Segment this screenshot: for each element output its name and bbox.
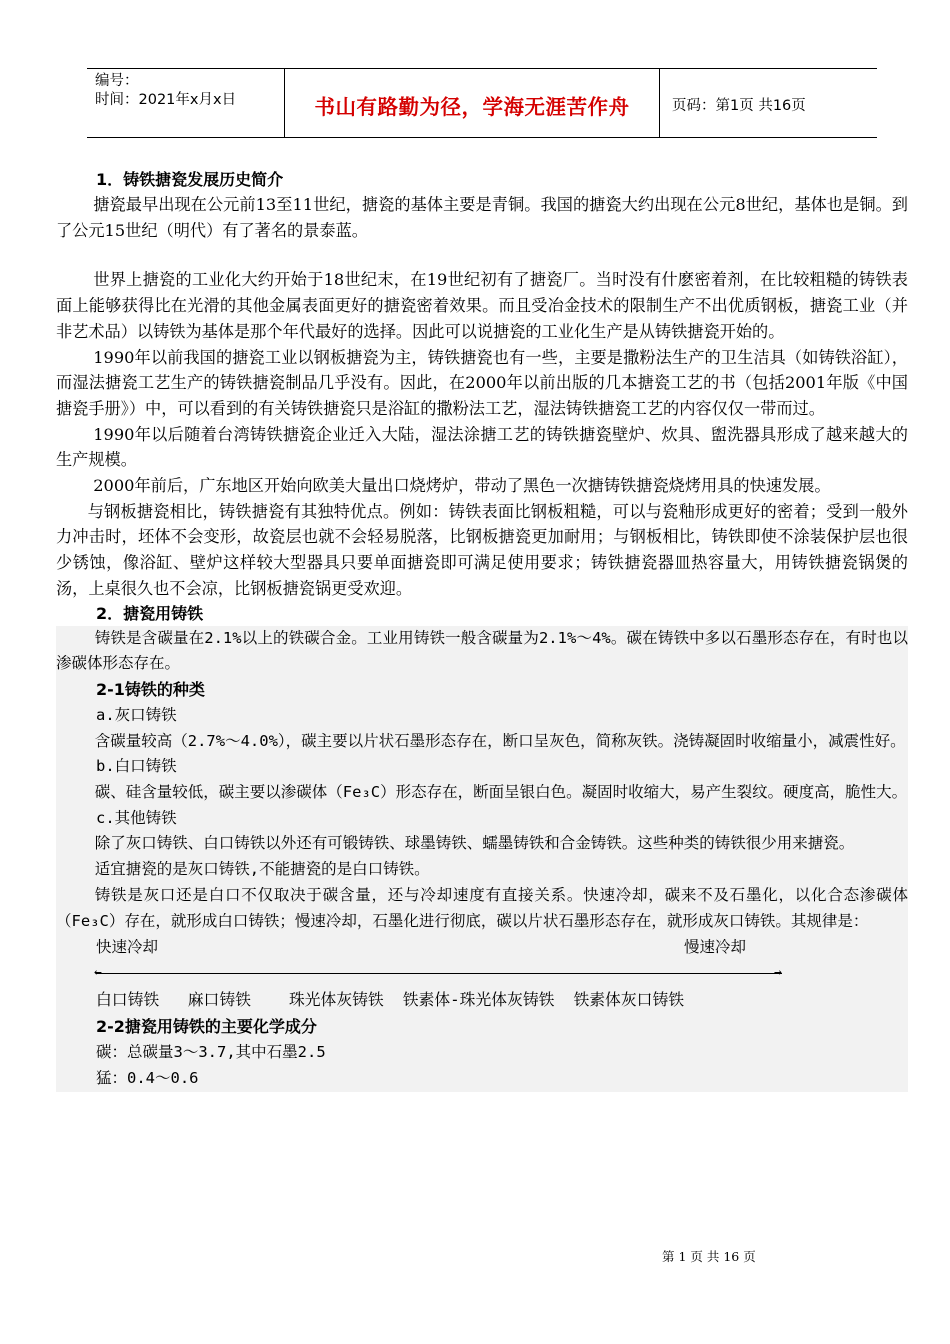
paragraph: 世界上搪瓷的工业化大约开始于18世纪末，在19世纪初有了搪瓷厂。当时没有什麽密着剂，在比较粗糙的铸铁表面上能够获得比在光滑的其他金属表面更好的搪瓷密着效果。而且受冶金技术的限制生产不出优质钢板，搪瓷工业（并非艺术品）以铸铁为基体是那个年代最好的选择。因此可以说搪瓷的工业化生产是从铸铁搪瓷开始的。 <box>56 270 908 341</box>
document-body <box>56 165 908 1092</box>
section-2-heading: 2．搪瓷用铸铁 <box>96 603 204 623</box>
paragraph: 2000年前后，广东地区开始向欧美大量出口烧烤炉，带动了黑色一次搪铸铁搪瓷烧烤用具的快速发展。 <box>93 476 831 496</box>
arrow-right-icon: → <box>774 965 782 981</box>
cast-iron-type-sequence: 白口铸铁 麻口铸铁 珠光体灰铸铁 铁素体-珠光体灰铸铁 铁素体灰口铸铁 <box>96 990 685 1010</box>
paragraph: 搪瓷最早出现在公元前13至11世纪，搪瓷的基体主要是青铜。我国的搪瓷大约出现在公元8世纪，基体也是铜。到了公元15世纪（明代）有了著名的景泰蓝。 <box>56 195 908 240</box>
paragraph: 除了灰口铸铁、白口铸铁以外还有可锻铸铁、球墨铸铁、蠕墨铸铁和合金铸铁。这些种类的铸铁很少用来搪瓷。 <box>94 834 855 853</box>
section-2-body <box>56 626 908 1092</box>
header-motto: 书山有路勤为径，学海无涯苦作舟 <box>285 69 660 137</box>
composition-carbon: 碳：总碳量3～3.7,其中石墨2.5 <box>96 1043 326 1062</box>
paragraph: 铸铁是含碳量在2.1%以上的铁碳合金。工业用铸铁一般含碳量为2.1%～4%。碳在铸铁中多以石墨形态存在，有时也以渗碳体形态存在。 <box>56 628 908 673</box>
section-1-heading: 1．铸铁搪瓷发展历史简介 <box>96 170 284 189</box>
header-page-label: 页码：第1页 共16页 <box>672 97 806 114</box>
arrow-shaft <box>96 973 782 974</box>
cooling-scale-labels <box>56 934 908 960</box>
fast-cooling-label: 快速冷却 <box>96 938 159 957</box>
header-meta-cell <box>87 69 285 137</box>
cast-iron-type-title: b.白口铸铁 <box>96 757 177 776</box>
document-header <box>87 68 877 138</box>
paragraph: 含碳量较高（2.7%～4.0%），碳主要以片状石墨形态存在，断口呈灰色，简称灰铁。浇铸凝固时收缩量小，减震性好。 <box>94 731 906 750</box>
cast-iron-type-title: c.其他铸铁 <box>96 808 177 827</box>
document-number-label: 编号： <box>95 73 139 89</box>
paragraph: 与钢板搪瓷相比，铸铁搪瓷有其独特优点。例如：铸铁表面比钢板粗糙，可以与瓷釉形成更好的密着；受到一般外力冲击时，坯体不会变形，故瓷层也就不会轻易脱落，比钢板搪瓷更加耐用；与钢板相比，铸铁即使不涂装保护层也很少锈蚀，像浴缸、壁炉这样较大型器具只要单面搪瓷即可满足使用要求；铸铁搪瓷器皿热容量大，用铸铁搪瓷锅煲的汤，上桌很久也不会凉，比钢板搪瓷锅更受欢迎。 <box>56 501 908 598</box>
paragraph: 铸铁是灰口还是白口不仅取决于碳含量，还与冷却速度有直接关系。快速冷却，碳来不及石墨化，以化合态渗碳体（Fe₃C）存在，就形成白口铸铁；慢速冷却，石墨化进行彻底，碳以片状石墨形态存在，就形成灰口铸铁。其规律是： <box>56 885 908 930</box>
page-footer: 第 1 页 共 16 页 <box>662 1249 756 1264</box>
paragraph: 适宜搪瓷的是灰口铸铁,不能搪瓷的是白口铸铁。 <box>94 860 430 879</box>
slow-cooling-label: 慢速冷却 <box>684 938 747 957</box>
composition-manganese: 猛：0.4～0.6 <box>96 1068 199 1087</box>
arrow-left-icon: ← <box>94 965 102 981</box>
subsection-heading: 2-1铸铁的种类 <box>96 679 205 699</box>
cast-iron-type-title: a.灰口铸铁 <box>96 705 177 724</box>
document-time-label: 时间：2021年x月x日 <box>95 92 237 108</box>
paragraph: 1990年以前我国的搪瓷工业以钢板搪瓷为主，铸铁搪瓷也有一些，主要是撒粉法生产的卫生洁具（如铸铁浴缸），而湿法搪瓷工艺生产的铸铁搪瓷制品几乎没有。因此，在2000年以前出版的几本搪瓷工艺的书（包括2001年版《中国搪瓷手册》）中，可以看到的有关铸铁搪瓷只是浴缸的撒粉法工艺，湿法铸铁搪瓷工艺的内容仅仅一带而过。 <box>56 347 908 418</box>
paragraph: 碳、硅含量较低，碳主要以渗碳体（Fe₃C）形态存在，断面呈银白色。凝固时收缩大，易产生裂纹。硬度高，脆性大。 <box>94 783 908 802</box>
paragraph-gap <box>56 243 908 267</box>
subsection-heading: 2-2搪瓷用铸铁的主要化学成分 <box>96 1017 317 1037</box>
cooling-scale-arrow <box>56 960 908 986</box>
paragraph: 1990年以后随着台湾铸铁搪瓷企业迁入大陆，湿法涂搪工艺的铸铁搪瓷壁炉、炊具、盥洗器具形成了越来越大的生产规模。 <box>56 424 908 470</box>
